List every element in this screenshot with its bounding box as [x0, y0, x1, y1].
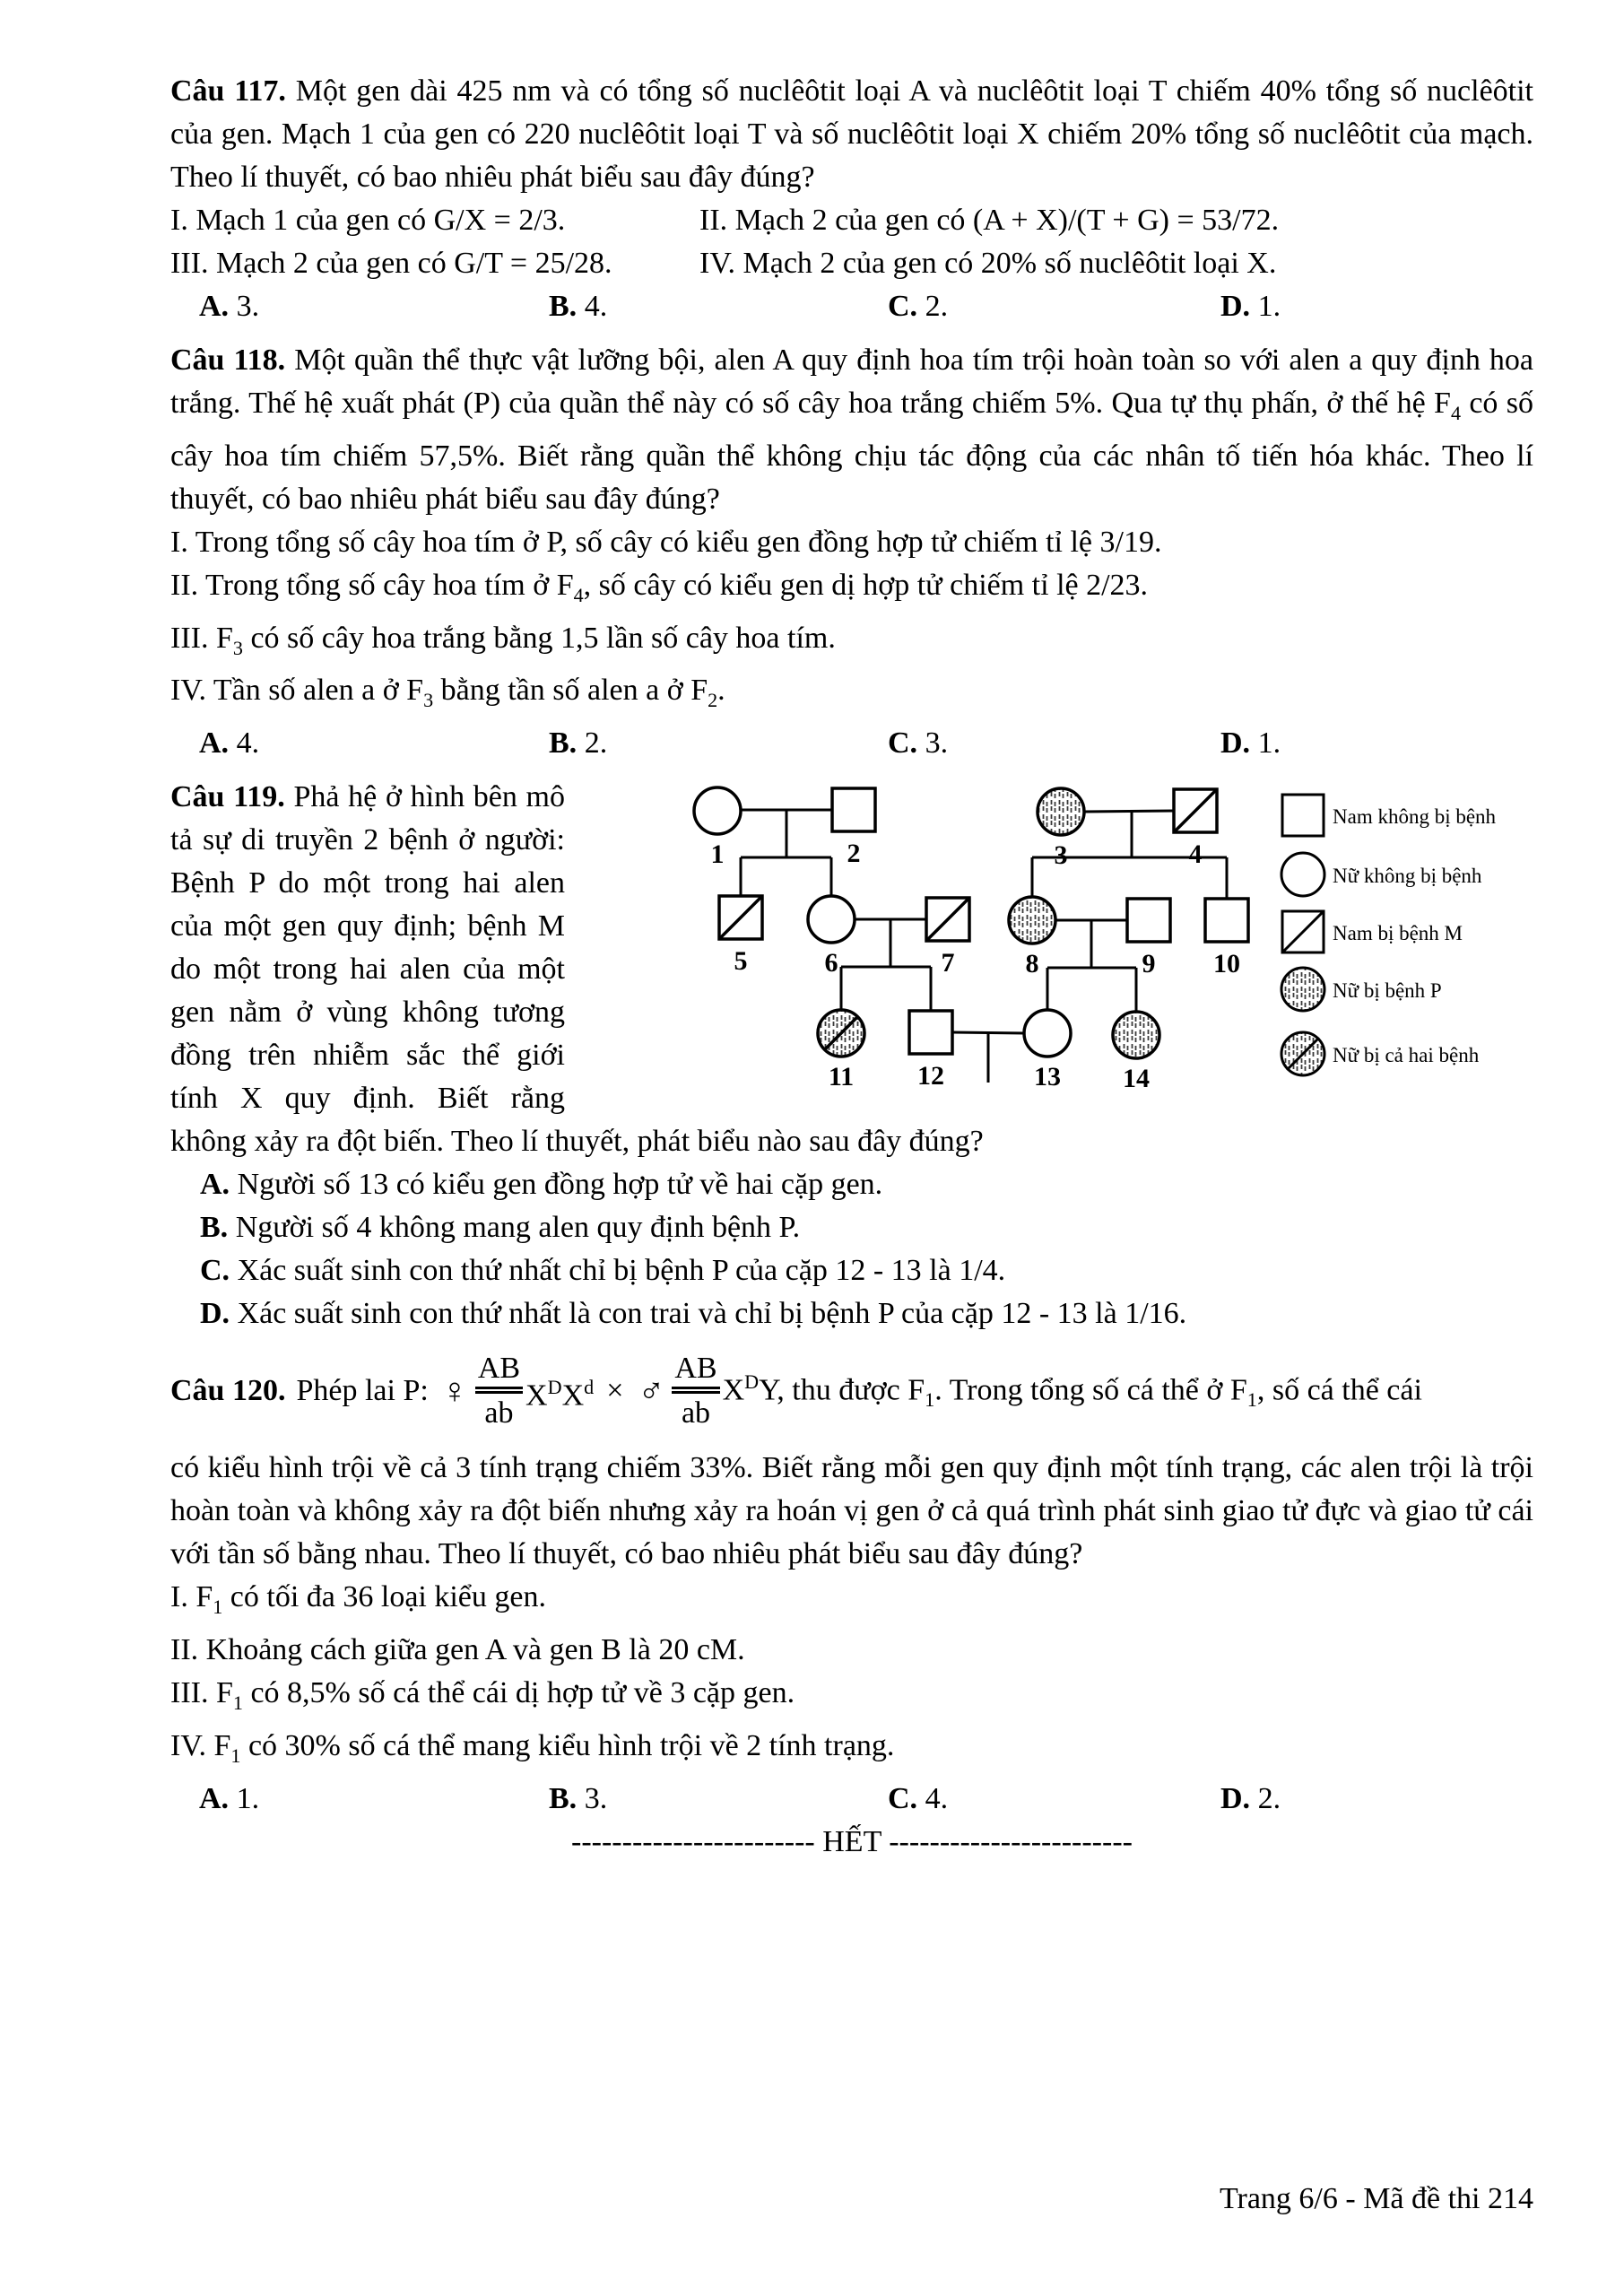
statement-117-I: I. Mạch 1 của gen có G/X = 2/3.: [170, 204, 566, 237]
question-117-statements-row-1: [170, 199, 1533, 242]
genotype-fraction-male: $\frac{AB}{ab}$: [672, 1352, 719, 1431]
pedigree-number: 2: [847, 839, 861, 869]
question-118-label: Câu 118.: [170, 344, 286, 377]
legend-label: Nam bị bệnh M: [1333, 922, 1463, 945]
question-120-label: Câu 120.: [170, 1374, 286, 1408]
question-117-label: Câu 117.: [170, 74, 286, 108]
option-117-A: A. 3.: [199, 290, 260, 323]
option-119-A: A. Người số 13 có kiểu gen đồng hợp tử về hai cặp gen.: [200, 1168, 883, 1202]
pedigree-individual-2: [832, 788, 875, 868]
question-120: [170, 1335, 1533, 1820]
pedigree-number: 3: [1054, 840, 1068, 871]
genotype-fraction-female: $\frac{AB}{ab}$: [475, 1352, 523, 1431]
pedigree-individual-5: [719, 896, 762, 976]
pedigree-individual-12: [909, 1011, 952, 1091]
pedigree-number: 10: [1213, 949, 1240, 979]
legend-item-female-both: [1281, 1032, 1480, 1075]
question-120-text: có kiểu hình trội về cả 3 tính trạng chiếm 33%. Biết rằng mỗi gen quy định một tính trạng, các alen trội là trội hoàn toàn và không xảy ra đột biến nhưng xảy ra hoán vị gen ở cả quá trình phát sinh giao tử đực và giao tử cái với tần số bằng nhau. Theo lí thuyết, có bao nhiêu phát biểu sau đây đúng?: [170, 1451, 1533, 1571]
question-117-options: [170, 285, 1533, 328]
question-119: [170, 776, 1533, 1335]
statement-118-I: I. Trong tổng số cây hoa tím ở P, số cây có kiểu gen đồng hợp tử chiếm tỉ lệ 3/19.: [170, 525, 1162, 559]
statement-117-III: III. Mạch 2 của gen có G/T = 25/28.: [170, 247, 612, 280]
pedigree-number: 9: [1142, 949, 1156, 979]
statement-117-II: II. Mạch 2 của gen có (A + X)/(T + G) = 53/72.: [699, 204, 1280, 237]
pedigree-number: 13: [1034, 1062, 1061, 1092]
pedigree-individual-1: [694, 787, 741, 869]
pedigree-individual-8: [1009, 897, 1055, 978]
pedigree-number: 11: [828, 1062, 855, 1092]
question-117-text: [170, 70, 1533, 199]
end-marker: ------------------------ HẾT ------------------------: [571, 1824, 1133, 1858]
question-119-body: Phả hệ ở hình bên mô tả sự di truyền 2 bệnh ở người: Bệnh P do một trong hai alen của một gen quy định; bệnh M do một trong hai alen của một gen nằm ở vùng không tương đồng trên nhiễm sắc thể giới tính X quy định. Biết rằng không xảy ra đột biến. Theo lí thuyết, phát biểu nào sau đây đúng?: [170, 780, 984, 1159]
question-118: [170, 339, 1533, 765]
legend-label: Nữ không bị bệnh: [1333, 865, 1482, 888]
statement-120-III: III. $F_1$ có 8,5% số cá thể cái dị hợp tử về 3 cặp gen.: [170, 1675, 795, 1714]
question-119-label: Câu 119.: [170, 780, 285, 814]
pedigree-connector: [952, 1032, 1024, 1033]
pedigree-individual-6: [808, 896, 855, 978]
legend-label: Nữ bị bệnh P: [1333, 979, 1442, 1003]
pedigree-number: 8: [1025, 949, 1039, 979]
legend-item-female-P: [1281, 968, 1442, 1011]
page-content: [170, 70, 1533, 1864]
option-120-C: C. 4.: [888, 1781, 949, 1815]
cross-times-symbol: ×: [606, 1374, 624, 1408]
statement-118-III: III. $F_3$ có số cây hoa trắng bằng 1,5 lần số cây hoa tím.: [170, 621, 836, 659]
question-117-statements-row-2: [170, 242, 1533, 285]
cross-prefix: Phép lai P:: [296, 1374, 429, 1408]
statement-117-IV: IV. Mạch 2 của gen có 20% số nuclêôtit loại X.: [699, 247, 1277, 280]
pedigree-diagram: [565, 776, 1533, 1109]
pedigree-number: 6: [824, 948, 838, 978]
option-118-A: A. 4.: [199, 726, 260, 761]
pedigree-individual-14: [1113, 1012, 1159, 1093]
legend-label: Nam không bị bệnh: [1333, 805, 1497, 829]
female-symbol: ♀: [440, 1370, 468, 1412]
option-119-C: C. Xác suất sinh con thứ nhất chỉ bị bệnh P của cặp 12 - 13 là 1/4.: [200, 1254, 1006, 1288]
option-118-D: D. 1.: [1220, 726, 1281, 761]
option-120-A: A. 1.: [199, 1781, 260, 1815]
question-117: [170, 70, 1533, 328]
legend-item-female-clear: [1281, 853, 1482, 896]
statement-120-II: II. Khoảng cách giữa gen A và gen B là 20 cM.: [170, 1632, 745, 1666]
pedigree-figure: [565, 776, 1533, 1109]
question-120-formula: [170, 1335, 1533, 1447]
option-117-B: B. 4.: [549, 290, 608, 323]
statement-120-I: I. $F_1$ có tối đa 36 loại kiểu gen.: [170, 1580, 546, 1618]
option-119-B: B. Người số 4 không mang alen quy định bệnh P.: [200, 1211, 801, 1245]
legend-item-male-clear: [1282, 795, 1497, 836]
pedigree-individual-11: [818, 1010, 864, 1091]
pedigree-number: 1: [710, 839, 725, 870]
option-120-D: D. 2.: [1220, 1781, 1281, 1815]
pedigree-number: 14: [1123, 1064, 1150, 1094]
legend-label: Nữ bị cả hai bệnh: [1333, 1044, 1480, 1067]
pedigree-number: 5: [734, 946, 748, 977]
statement-120-IV: IV. $F_1$ có 30% số cá thể mang kiểu hình trội về 2 tính trạng.: [170, 1728, 895, 1767]
question-118-options: [170, 722, 1533, 765]
male-symbol: ♂: [638, 1370, 665, 1412]
pedigree-number: 7: [941, 948, 955, 978]
question-117-body: Một gen dài 425 nm và có tổng số nuclêôtit loại A và nuclêôtit loại T chiếm 40% tổng số nuclêôtit của gen. Mạch 1 của gen có 220 nuclêôtit loại T và số nuclêôtit loại X chiếm 20% tổng số nuclêôtit của mạch. Theo lí thuyết, có bao nhiêu phát biểu sau đây đúng?: [170, 74, 1533, 194]
option-118-B: B. 2.: [549, 726, 608, 761]
statement-118-IV: IV. Tần số alen a ở $F_3$ bằng tần số alen a ở $F_2$.: [170, 674, 725, 712]
pedigree-individual-10: [1205, 899, 1248, 978]
option-119-D: D. Xác suất sinh con thứ nhất là con trai và chỉ bị bệnh P của cặp 12 - 13 là 1/16.: [200, 1297, 1187, 1331]
pedigree-number: 4: [1188, 839, 1203, 870]
legend-item-male-M: [1282, 911, 1463, 952]
pedigree-individual-13: [1024, 1010, 1071, 1091]
statement-118-II: II. Trong tổng số cây hoa tím ở $F_4$, số cây có kiểu gen dị hợp tử chiếm tỉ lệ 2/23.: [170, 568, 1149, 606]
option-117-C: C. 2.: [888, 290, 949, 323]
option-117-D: D. 1.: [1220, 290, 1281, 323]
female-sex-chromosomes: $X^DX^d$: [525, 1375, 595, 1412]
page-footer: Trang 6/6 - Mã đề thi 214: [1219, 2182, 1533, 2215]
question-118-body: Một quần thể thực vật lưỡng bội, alen A quy định hoa tím trội hoàn toàn so với alen a quy định hoa trắng. Thế hệ xuất phát (P) của quần thể này có số cây hoa trắng chiếm 5%. Qua tự thụ phấn, ở thế hệ $F_4$ có số cây hoa tím chiếm 57,5%. Biết rằng quần thể không chịu tác động của các nhân tố tiến hóa khác. Theo lí thuyết, có bao nhiêu phát biểu sau đây đúng?: [170, 344, 1533, 516]
pedigree-individual-7: [926, 898, 969, 978]
pedigree-number: 12: [917, 1061, 944, 1091]
option-120-B: B. 3.: [549, 1781, 608, 1815]
pedigree-connector: [1084, 811, 1174, 812]
question-118-text: [170, 339, 1533, 521]
question-120-options: [170, 1778, 1533, 1821]
formula-tail: $X^DY$, thu được $F_1$. Trong tổng số cá thể ở $F_1$, số cá thể cái: [722, 1370, 1422, 1412]
option-118-C: C. 3.: [888, 726, 949, 761]
